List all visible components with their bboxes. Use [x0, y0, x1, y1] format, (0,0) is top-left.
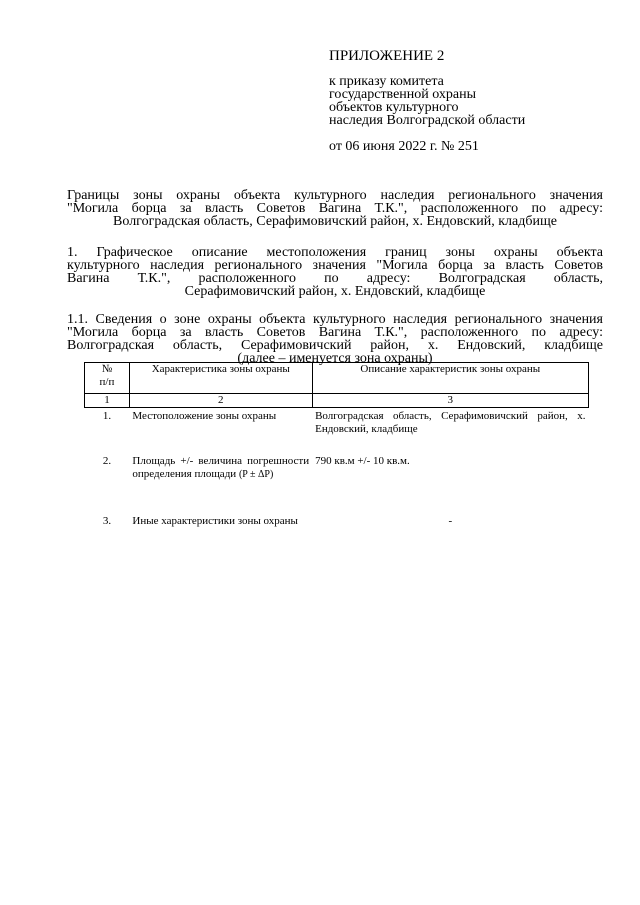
heading-line: Границы зоны охраны объекта культурного наследия регионального значения [67, 188, 603, 203]
section-1-1-line: 1.1. Сведения о зоне охраны объекта культурного наследия регионального значения [67, 312, 603, 327]
row-description: 790 кв.м +/- 10 кв.м. [315, 454, 410, 467]
row-description [312, 515, 588, 545]
column-number: 3 [312, 394, 588, 408]
column-number: 2 [129, 394, 312, 408]
appendix-date: от 06 июня 2022 г. № 251 [329, 139, 479, 154]
header-num-line2: п/п [99, 376, 115, 388]
table-column-numbers [85, 394, 589, 408]
area-formula: (P ± ΔP) [238, 468, 274, 480]
section-1-line: Серафимовичский район, х. Ендовский, кладбище [184, 284, 486, 299]
appendix-line: государственной охраны [329, 87, 477, 102]
appendix-line: наследия Волгоградской области [329, 113, 526, 128]
section-1-1-title [67, 313, 603, 365]
table-header-row [85, 363, 589, 394]
heading-line: Волгоградская область, Серафимовичский район, х. Ендовский, кладбище [113, 214, 557, 229]
row-number: 1. [102, 410, 112, 422]
row-characteristic [129, 455, 312, 515]
section-1-1-line: "Могила борца за власть Советов Вагина Т.К.", расположенного по адресу: [67, 325, 603, 340]
column-number: 1 [85, 394, 130, 408]
header-num [85, 363, 130, 394]
table-row [85, 515, 589, 545]
row-description: Волгоградская область, Серафимовичский район, х. Ендовский, кладбище [315, 410, 586, 435]
row-number: 3. [102, 514, 112, 527]
heading-line: "Могила борца за власть Советов Вагина Т.К.", расположенного по адресу: [67, 201, 603, 216]
table-row [85, 408, 589, 455]
section-1-1-line: (далее – именуется зона охраны) [237, 351, 433, 366]
section-1-title [67, 246, 603, 298]
table-row [85, 455, 589, 515]
section-1-line: культурного наследия регионального значения "Могила борца за власть Советов [67, 258, 603, 273]
row-characteristic-text: Площадь +/- величина погрешности определения площади [132, 454, 310, 480]
appendix-block [329, 50, 629, 153]
zone-table [84, 362, 589, 545]
header-description: Описание характеристик зоны охраны [312, 363, 588, 394]
row-characteristic: Иные характеристики зоны охраны [132, 514, 298, 527]
header-characteristic: Характеристика зоны охраны [129, 363, 312, 394]
header-num-line1: № [101, 363, 113, 375]
appendix-line: объектов культурного [329, 100, 459, 115]
row-number: 2. [102, 454, 112, 467]
section-1-1-line: Волгоградская область, Серафимовичский район, х. Ендовский, кладбище [67, 338, 603, 353]
document-heading [67, 189, 603, 228]
row-characteristic: Местоположение зоны охраны [132, 410, 277, 422]
section-1-line: 1. Графическое описание местоположения границ зоны охраны объекта [67, 245, 603, 260]
appendix-line: к приказу комитета [329, 74, 444, 89]
dash-value: - [448, 514, 453, 527]
appendix-title: ПРИЛОЖЕНИЕ 2 [329, 48, 445, 64]
section-1-line: Вагина Т.К.", расположенного по адресу: Волгоградская область, [67, 271, 603, 286]
